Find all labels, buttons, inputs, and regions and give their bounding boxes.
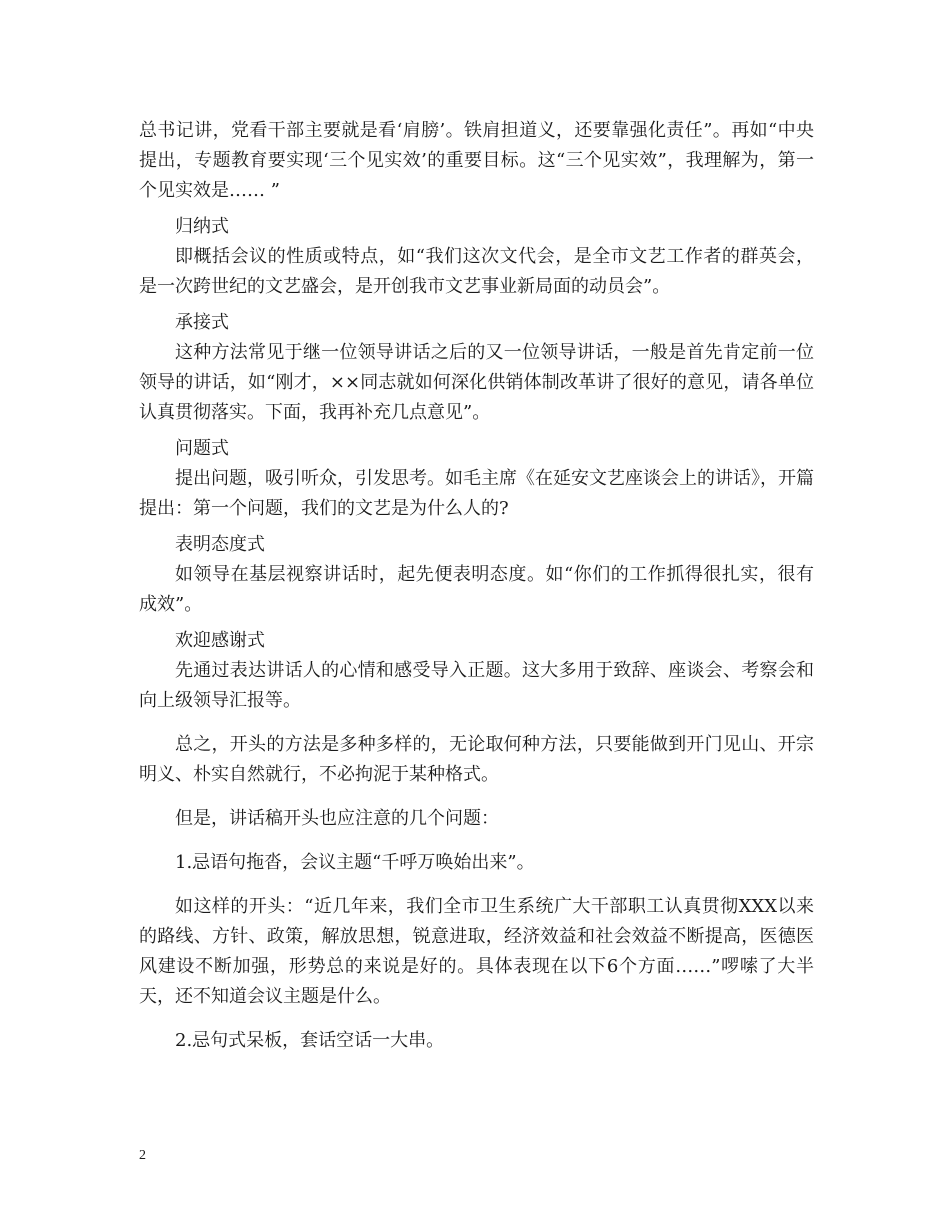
section-heading: 欢迎感谢式 bbox=[175, 630, 265, 651]
body-paragraph: 但是，讲话稿开头也应注意的几个问题： bbox=[175, 808, 499, 829]
section-heading: 问题式 bbox=[175, 438, 229, 459]
page-number: 2 bbox=[139, 1148, 146, 1163]
body-paragraph: 如这样的开头：“近几年来，我们全市卫生系统广大干部职工认真贯彻XXX以来的路线、方针、政策，解放思想，锐意进取，经济效益和社会效益不断提高，医德医风建设不断加强，形势总的来说是好的。具体表现在以下6个方面……”啰嗦了大半天，还不知道会议主题是什么。 bbox=[139, 896, 814, 1007]
body-paragraph: 总书记讲，党看干部主要就是看‘肩膀’。铁肩担道义，还要靠强化责任”。再如“中央提出，专题教育要实现‘三个见实效’的重要目标。这“三个见实效”，我理解为，第一个见实效是…… ” bbox=[139, 120, 814, 201]
section-heading: 承接式 bbox=[175, 312, 229, 333]
body-paragraph: 即概括会议的性质或特点，如“我们这次文代会，是全市文艺工作者的群英会，是一次跨世纪的文艺盛会，是开创我市文艺事业新局面的动员会”。 bbox=[139, 246, 814, 297]
body-paragraph: 总之，开头的方法是多种多样的，无论取何种方法，只要能做到开门见山、开宗明义、朴实自然就行，不必拘泥于某种格式。 bbox=[139, 734, 814, 785]
body-paragraph: 如领导在基层视察讲话时，起先便表明态度。如“你们的工作抓得很扎实，很有成效”。 bbox=[139, 564, 814, 615]
section-heading: 归纳式 bbox=[175, 216, 229, 237]
list-item: 2.忌句式呆板，套话空话一大串。 bbox=[175, 1030, 445, 1051]
body-paragraph: 先通过表达讲话人的心情和感受导入正题。这大多用于致辞、座谈会、考察会和向上级领导汇报等。 bbox=[139, 660, 814, 711]
body-paragraph: 提出问题，吸引听众，引发思考。如毛主席《在延安文艺座谈会上的讲话》，开篇提出：第一个问题，我们的文艺是为什么人的? bbox=[139, 468, 814, 519]
body-paragraph: 这种方法常见于继一位领导讲话之后的又一位领导讲话，一般是首先肯定前一位领导的讲话，如“刚才，××同志就如何深化供销体制改革讲了很好的意见，请各单位认真贯彻落实。下面，我再补充几点意见”。 bbox=[139, 342, 814, 423]
document-body bbox=[139, 116, 814, 1062]
section-heading: 表明态度式 bbox=[175, 534, 265, 555]
list-item: 1.忌语句拖沓，会议主题“千呼万唤始出来”。 bbox=[175, 852, 535, 873]
